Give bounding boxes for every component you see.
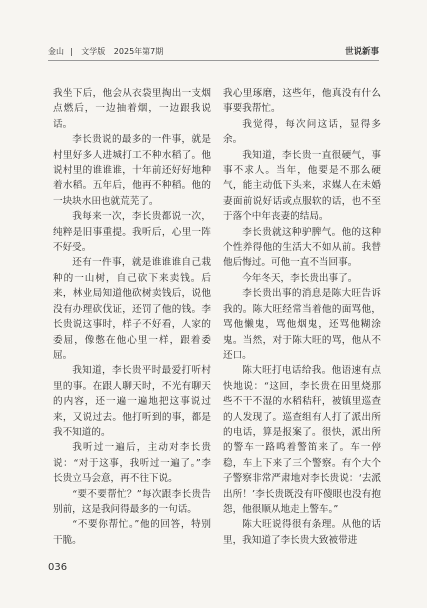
paragraph: 李长贵就这种驴脾气。他的这种个性养得他的生活大不如从前。我替他后悔过。可他一直不当回事。 bbox=[223, 226, 381, 269]
header-rule bbox=[48, 60, 379, 61]
paragraph: 我听过一遍后，主动对李长贵说：“对于这事，我听过一遍了。”李长贵立马会意，再不往下说。 bbox=[53, 442, 211, 485]
column-title: 世说新事 bbox=[344, 47, 379, 57]
paragraph: 陈大旺打电话给我。他语速有点快地说：“这回，李长贵在田里烧那些不干不湿的水稻秸秆，被镇里巡查的人发现了。巡查组有人打了派出所的电话，算是报案了。很快，派出所的警车一路鸣着警笛来了。车一停稳，车上下来了三个警察。有个大个子警察非常严肃地对李长贵说：‘去派出所！’李长贵既没有吓傻眼也没有抱怨，他很顺从地走上警车。” bbox=[223, 365, 381, 515]
right-text-column bbox=[223, 86, 381, 548]
section-name: 文学版 bbox=[81, 46, 106, 56]
paragraph: 我每来一次，李长贵都说一次，纯粹是旧事重提。我听后，心里一阵不好受。 bbox=[53, 211, 211, 254]
paragraph: 我知道，李长贵一直很硬气，事事不求人。当年，他要是不那么硬气，能主动低下头来，求媒人在未婚妻面前说好话或点服软的话，也不至于落个中年丧妻的结局。 bbox=[223, 149, 381, 223]
paragraph: “不要你帮忙。”他的回答，特别干脆。 bbox=[53, 519, 211, 546]
paragraph: 李长贵说的最多的一件事，就是村里好多人进城打工不种水稻了。他说村里的谁谁谁，十年前还好好地种着水稻。五年后，他再不种稻。他的一块块水田也就荒芜了。 bbox=[53, 134, 211, 207]
paragraph: 我觉得，每次问这话，显得多余。 bbox=[223, 118, 381, 146]
paragraph: 我心里琢磨，这些年，他真没有什么事要我帮忙。 bbox=[223, 88, 381, 115]
paragraph: 还有一件事，就是谁谁谁自己栽种的一山树，自己砍下来卖钱。后来，林业局知道他砍树卖钱后，说他没有办理砍伐证，还罚了他的钱。李长贵说这事时，样子不好看，人家的委屈，像憋在他心里一样，跟着委屈。 bbox=[53, 257, 211, 361]
magazine-name: 金山 bbox=[48, 46, 64, 56]
page-number: 036 bbox=[48, 562, 68, 573]
paragraph: “要不要帮忙？”每次跟李长贵告别前，这是我问得最多的一句话。 bbox=[53, 488, 211, 515]
left-text-column bbox=[53, 86, 211, 548]
paragraph: 我坐下后，他会从衣袋里掏出一支烟点燃后，一边抽着烟，一边跟我说话。 bbox=[53, 88, 211, 130]
paragraph: 我知道，李长贵平时最爱打听村里的事。在跟人聊天时，不光有聊天的内容，还一遍一遍地把这事说过来，又说过去。他打听到的事，都是我不知道的。 bbox=[53, 365, 211, 438]
running-header bbox=[48, 44, 379, 58]
paragraph: 李长贵出事的消息是陈大旺告诉我的。陈大旺经常当着他的面骂他，骂他懒鬼，骂他烟鬼，还骂他糊涂鬼。当然，对于陈大旺的骂，他从不还口。 bbox=[223, 288, 381, 361]
header-divider: | bbox=[70, 46, 73, 56]
paragraph: 今年冬天，李长贵出事了。 bbox=[242, 272, 358, 284]
header-left bbox=[48, 46, 169, 57]
paragraph: 陈大旺说得很有条理。从他的话里，我知道了李长贵大致被带进 bbox=[223, 519, 381, 546]
issue-label: 2025年第7期 bbox=[113, 46, 164, 56]
